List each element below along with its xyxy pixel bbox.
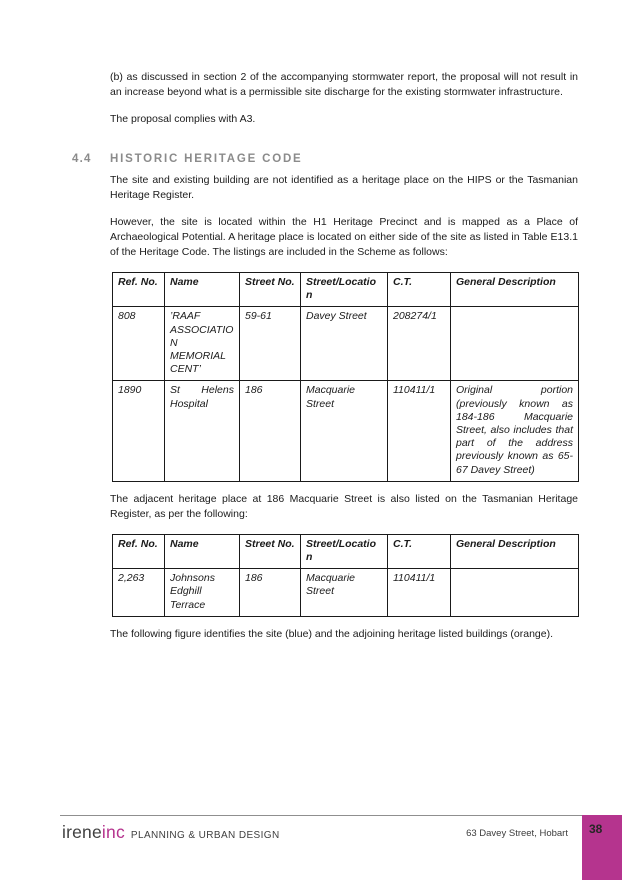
paragraph-however: However, the site is located within the H1 Heritage Precinct and is mapped as a Place of Archaeological Potential. A heritage place is located on either side of the site as listed in Table E13.1 of the Heritage Code. The listings are included in the Scheme as follows: (110, 216, 578, 258)
scheme-listings-table (112, 272, 579, 482)
table-cell: St Helens Hospital (165, 381, 240, 481)
table-cell: Macquarie Street (301, 569, 388, 617)
paragraph-adjacent: The adjacent heritage place at 186 Macquarie Street is also listed on the Tasmanian Heritage Register, as per the following: (110, 492, 578, 520)
column-header: Name (165, 273, 240, 307)
column-header: Street/Location (301, 273, 388, 307)
table-cell: 1890 (113, 381, 165, 481)
table-header-row (113, 273, 579, 307)
table-cell: 186 (240, 569, 301, 617)
column-header: Ref. No. (113, 273, 165, 307)
footer-brand (62, 822, 280, 843)
paragraph-figure: The following figure identifies the site (blue) and the adjoining heritage listed buildings (orange). (110, 627, 554, 640)
paragraph-stormwater: (b) as discussed in section 2 of the accompanying stormwater report, the proposal will not result in an increase beyond what is a permissible site discharge for the existing stormwater infrastructure. (110, 71, 578, 98)
table-row (113, 381, 579, 481)
table-cell: ’RAAF ASSOCIATION MEMORIAL CENT’ (165, 307, 240, 381)
brand-primary: irene (62, 822, 102, 842)
page-content (72, 70, 578, 654)
table-cell: 186 (240, 381, 301, 481)
footer-divider (60, 815, 582, 816)
section-title: HISTORIC HERITAGE CODE (110, 153, 303, 165)
page-number-box (582, 815, 622, 880)
column-header: Street/Location (301, 534, 388, 568)
table-cell: Davey Street (301, 307, 388, 381)
footer-address: 63 Davey Street, Hobart (466, 828, 568, 839)
heritage-register-table (112, 534, 579, 617)
table-cell: 2,263 (113, 569, 165, 617)
column-header: General Description (451, 534, 579, 568)
table-row (113, 307, 579, 381)
table-cell: Original portion (previously known as 184-186 Macquarie Street, also includes that part of the address previously known as 65-67 Davey Street) (451, 381, 579, 481)
section-number: 4.4 (72, 153, 92, 165)
table-cell: 59-61 (240, 307, 301, 381)
table-row (113, 569, 579, 617)
column-header: General Description (451, 273, 579, 307)
brand-accent: inc (101, 822, 125, 842)
table-cell: Johnsons Edghill Terrace (165, 569, 240, 617)
column-header: C.T. (388, 534, 451, 568)
table-cell: 808 (113, 307, 165, 381)
table-header-row (113, 534, 579, 568)
table-cell: 110411/1 (388, 569, 451, 617)
column-header: Name (165, 534, 240, 568)
brand-logo (62, 822, 125, 843)
table-cell: Macquarie Street (301, 381, 388, 481)
column-header: Ref. No. (113, 534, 165, 568)
paragraph-complies: The proposal complies with A3. (110, 113, 256, 125)
page-number: 38 (589, 822, 603, 836)
table-cell: 110411/1 (388, 381, 451, 481)
column-header: Street No. (240, 273, 301, 307)
table-cell (451, 569, 579, 617)
brand-suffix: PLANNING & URBAN DESIGN (130, 830, 280, 841)
column-header: Street No. (240, 534, 301, 568)
table-cell: 208274/1 (388, 307, 451, 381)
table-cell (451, 307, 579, 381)
column-header: C.T. (388, 273, 451, 307)
section-heading (72, 153, 578, 165)
paragraph-site: The site and existing building are not identified as a heritage place on the HIPS or the Tasmanian Heritage Register. (110, 174, 578, 201)
